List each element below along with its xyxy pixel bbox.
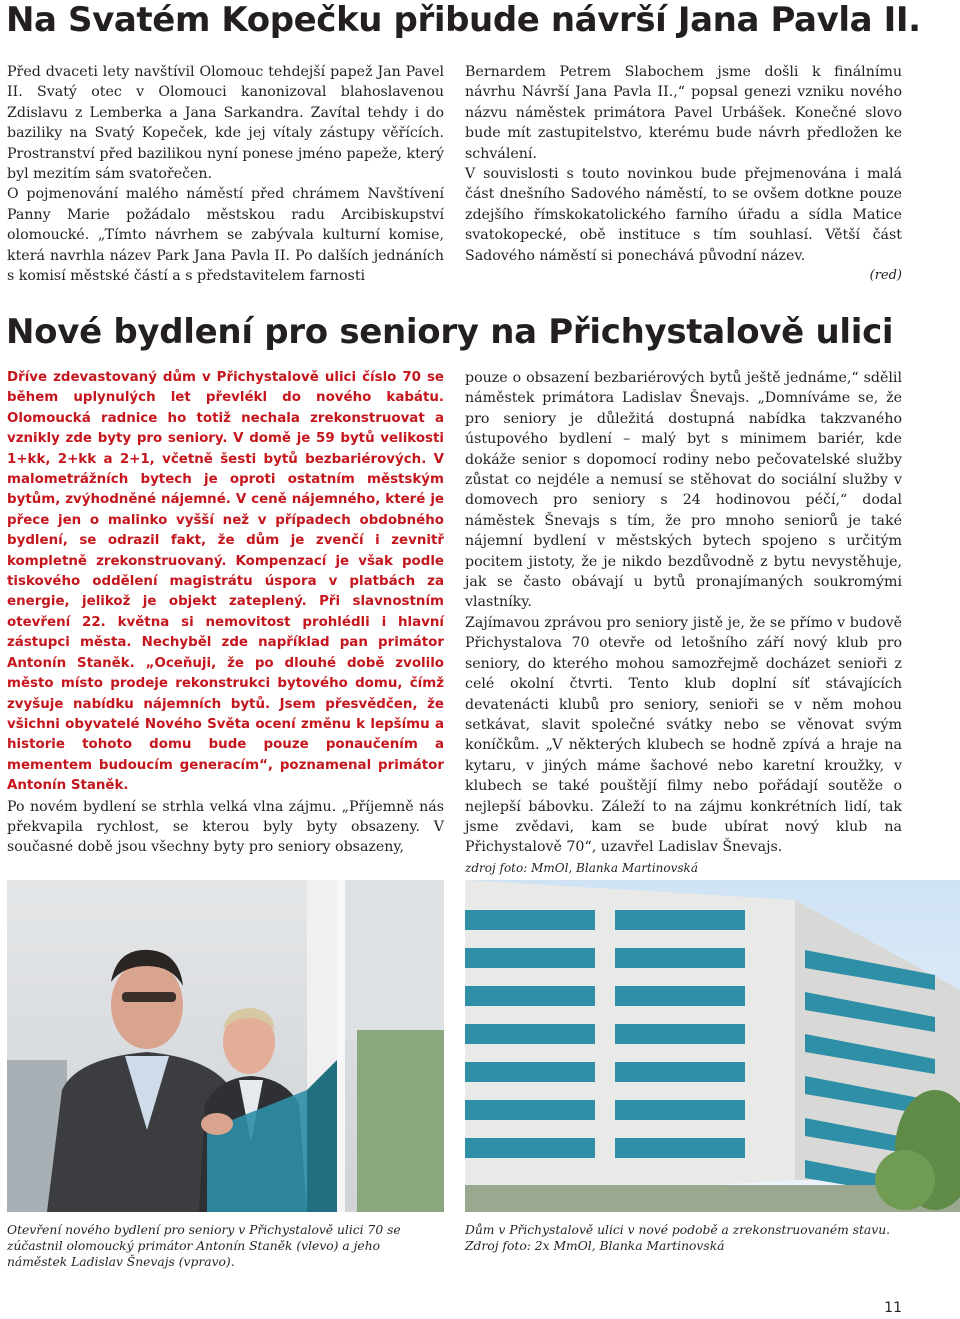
balcony	[615, 986, 745, 1006]
article1-paragraph: O pojmenování malého náměstí před chrámem Navštívení Panny Marie požádalo městskou radu Arcibiskupství olomoucké. „Tímto návrhem se zabývala kulturní komise, která navrhla název Park Jana Pavla II. Po dalších jednáních s komisí městské částí a s představitelem farnosti	[7, 186, 444, 285]
page-number: 11	[884, 1300, 902, 1316]
photo1-caption: Otevření nového bydlení pro seniory v Přichystalově ulici 70 se zúčastnil olomoucký primátor Antonín Staněk (vlevo) a jeho náměstek Ladislav Šnevajs (vpravo).	[7, 1223, 401, 1269]
article1-paragraph: V souvislosti s touto novinkou bude přejmenována i malá část dnešního Sadového náměstí, to se ovšem dotkne pouze zdejšího římskokatolického farního úřadu a sídla Matice svatokopecké, obě instituce s tím souhlasí. Větší část Sadového náměstí si ponechává původní název.	[465, 166, 902, 264]
article1-title: Na Svatém Kopečku přibude návrší Jana Pavla II.	[6, 0, 921, 40]
balcony	[615, 1062, 745, 1082]
article1-paragraph: Bernardem Petrem Slabochem jsme došli k finálnímu návrhu Návrší Jana Pavla II.,“ popsal genezi vzniku nového názvu náměstek primátora Pavel Urbášek. Konečné slovo bude mít zastupitelstvo, kterému bude návrh předložen ke schválení.	[465, 64, 902, 162]
balcony	[615, 1100, 745, 1120]
balcony-photo-illustration	[7, 880, 444, 1212]
article2-lead: Dříve zdevastovaný dům v Přichystalově ulici číslo 70 se během uplynulých let převlékl do nového kabátu. Olomoucká radnice ho totiž nechala zrekonstruovat a vznikly zde byty pro seniory. V domě je 59 bytů velikosti 1+kk, 2+kk a 2+1, včetně šesti bytů bezbariérových. V malometrážních bytech je oproti ostatním městským bytům, zvýhodněné nájemné. V ceně nájemného, které je přece jen o malinko vyšší než v případech obdobného bydlení, se odrazil fakt, že dům je zvenčí i zevnitř kompletně zrekonstruovaný. Kompenzací je však podle tiskového oddělení magistrátu úspora v platbách za energie, jelikož je objekt zateplený. Při slavnostním otevření 22. května si nemovitost prohlédli i hlavní zástupci města. Nechyběl zde například pan primátor Antonín Staněk. „Oceňuji, že po dlouhé době zvolilo město místo prodeje rekonstrukci bytového domu, čímž zvyšuje nabídku nájemních bytů. Jsem přesvědčen, že všichni obyvatelé Nového Světa ocení změnu k lepšímu a historie tohoto domu bude pouze ponaučením a mementem budoucím generacím“, poznamenal primátor Antonín Staněk.	[7, 370, 444, 794]
article2-paragraph: Po novém bydlení se strhla velká vlna zájmu. „Příjemně nás překvapila rychlost, se kterou byly byty obsazeny. V současné době jsou všechny byty pro seniory obsazeny,	[7, 798, 444, 856]
balcony	[465, 948, 595, 968]
article1-paragraph: Před dvaceti lety navštívil Olomouc tehdejší papež Jan Pavel II. Svatý otec v Olomouci kanonizoval blahoslavenou Zdislavu z Lemberka a Jana Sarkandra. Zavítal tehdy i do baziliky na Svatý Kopeček, kde jej vítaly zástupy věřících. Prostranství před bazilikou nyní ponese jméno papeže, který byl mezitím sám svatořečen.	[7, 64, 444, 183]
balcony	[465, 1100, 595, 1120]
article2-column-2	[465, 368, 902, 909]
photo-renovated-building	[465, 880, 960, 1212]
article2-column-1	[7, 368, 444, 858]
balcony	[465, 1062, 595, 1082]
article1-column-2	[465, 62, 902, 286]
photo-credit: zdroj foto: MmOl, Blanka Martinovská	[465, 860, 698, 875]
balcony	[615, 948, 745, 968]
article2-paragraph: Zajímavou zprávou pro seniory jistě je, že se přímo v budově Přichystalova 70 otevře od letošního září nový klub pro seniory, do kterého mohou samozřejmě docházet senioři z celé okolní čtvrti. Tento klub doplní síť stávajících devatenácti klubů pro seniory, senioři se v něm mohou setkávat, slavit společné svátky nebo se věnovat svým koníčkům. „V některých klubech se hodně zpívá a hraje na kytaru, v jiných máme šachové nebo karetní kroužky, v klubech se také pouštějí filmy nebo pořádají soutěže o nejlepší bábovku. Záleží to na zájmu konkrétních lidí, tak jsme zvědavi, kam se bude ubírat nový klub na Přichystalově 70“, uzavřel Ladislav Šnevajs.	[465, 614, 902, 856]
balcony	[465, 1024, 595, 1044]
balcony	[615, 1024, 745, 1044]
balcony	[465, 1138, 595, 1158]
article1-column-1	[7, 62, 444, 286]
balcony	[615, 910, 745, 930]
article2-paragraph-continued: pouze o obsazení bezbariérových bytů ještě jednáme,“ sdělil náměstek primátora Ladislav Šnevajs. „Domníváme se, že pro seniory je důležitá dostupná nabídka takzvaného ústupového bydlení – malý byt s minimem bariér, kde dokáže senior s dopomocí rodiny nebo pečovatelské služby zůstat co nejdéle a nemusí se stěhovat do sociální služby v domovech pro seniory s 24 hodinovou péčí,“ dodal náměstek Šnevajs s tím, že pro mnoho seniorů je také nájemní bydlení v městských bytech spojeno s určitým pocitem jistoty, že je nikdo bezdůvodně z bytu nevystěhuje, jak se často obávají u bytů pronajímaných soukromými vlastníky.	[465, 370, 902, 611]
photo-officials-on-balcony	[7, 880, 444, 1212]
photo2-caption: Dům v Přichystalově ulici v nové podobě a zrekonstruovaném stavu. Zdroj foto: 2x MmOl, Blanka Martinovská	[465, 1223, 891, 1253]
building-photo-illustration	[465, 880, 960, 1212]
balcony	[615, 1138, 745, 1158]
balcony	[465, 986, 595, 1006]
article2-title: Nové bydlení pro seniory na Přichystalově ulici	[6, 312, 894, 352]
balcony	[465, 910, 595, 930]
article1-signoff: (red)	[869, 268, 902, 284]
